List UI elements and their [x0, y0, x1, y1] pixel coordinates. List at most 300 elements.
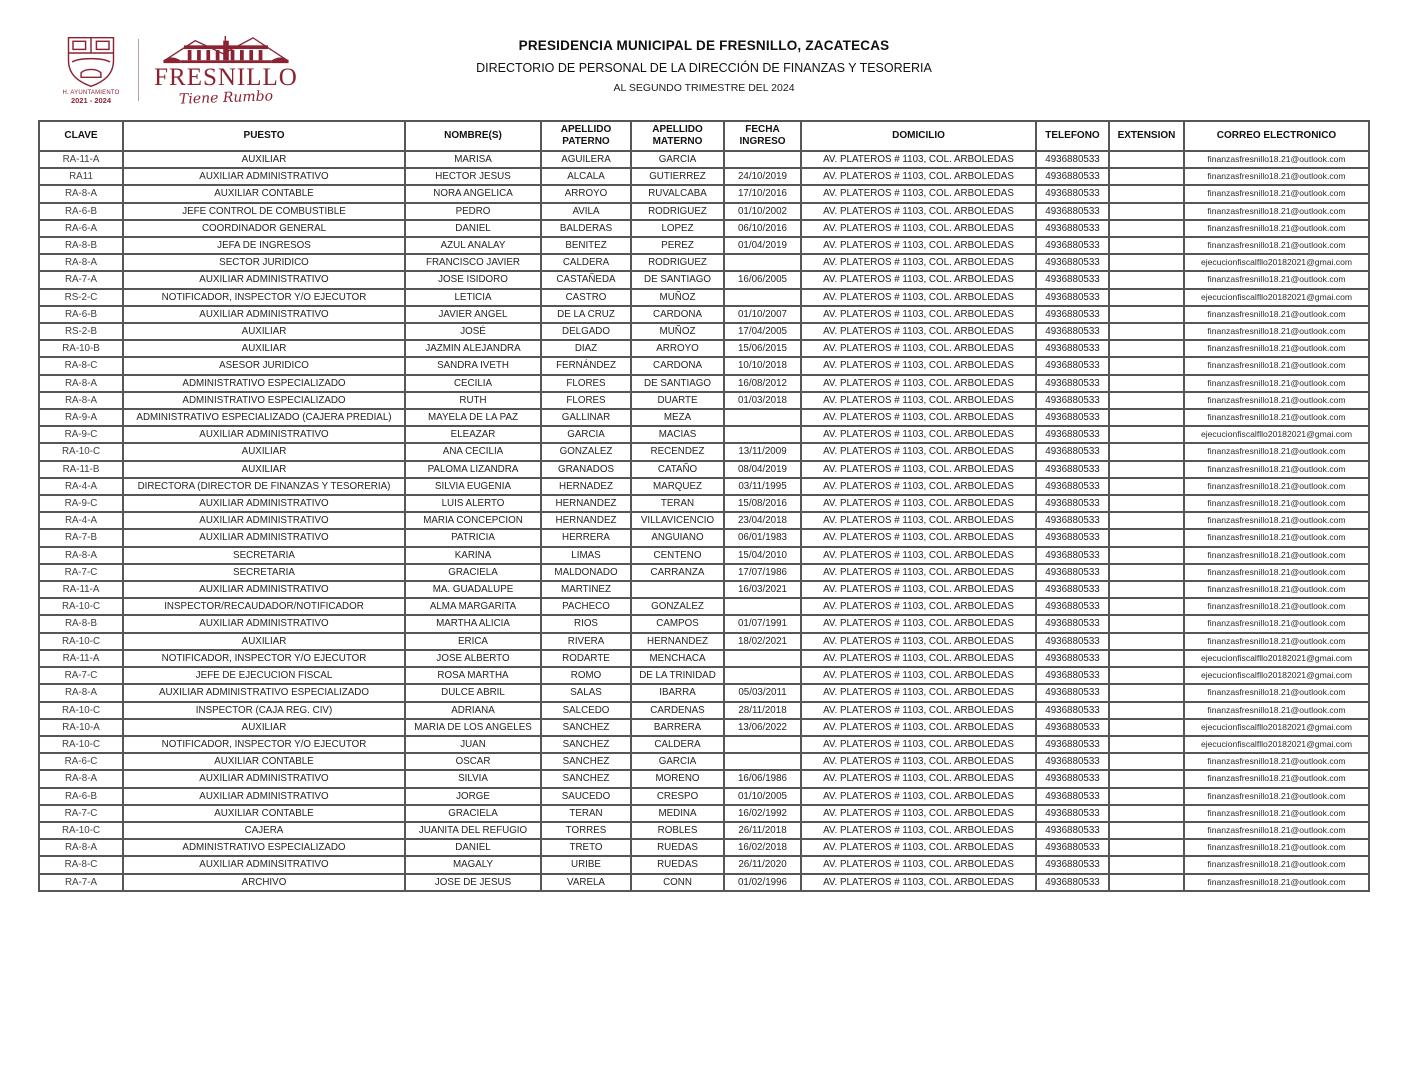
- cell-clave: RA-4-A: [39, 478, 123, 495]
- cell-apellido-paterno: GARCIA: [541, 426, 631, 443]
- cell-domicilio: AV. PLATEROS # 1103, COL. ARBOLEDAS: [801, 598, 1036, 615]
- cell-fecha-ingreso: [724, 254, 801, 271]
- cell-clave: RA-8-B: [39, 237, 123, 254]
- cell-telefono: 4936880533: [1036, 461, 1109, 478]
- table-row: [39, 633, 1369, 650]
- page-period: AL SEGUNDO TRIMESTRE DEL 2024: [613, 82, 795, 94]
- cell-extension: [1109, 357, 1184, 374]
- table-row: [39, 185, 1369, 202]
- cell-telefono: 4936880533: [1036, 237, 1109, 254]
- cell-apellido-materno: LOPEZ: [631, 220, 724, 237]
- cell-clave: RA-6-B: [39, 203, 123, 220]
- cell-clave: RA-7-A: [39, 874, 123, 891]
- cell-apellido-paterno: FLORES: [541, 375, 631, 392]
- cell-clave: RA-7-C: [39, 564, 123, 581]
- cell-domicilio: AV. PLATEROS # 1103, COL. ARBOLEDAS: [801, 426, 1036, 443]
- table-row: [39, 375, 1369, 392]
- cell-nombres: MA. GUADALUPE: [405, 581, 541, 598]
- header-row: [39, 121, 1369, 151]
- cell-extension: [1109, 220, 1184, 237]
- cell-telefono: 4936880533: [1036, 856, 1109, 873]
- cell-telefono: 4936880533: [1036, 443, 1109, 460]
- cell-domicilio: AV. PLATEROS # 1103, COL. ARBOLEDAS: [801, 185, 1036, 202]
- cell-clave: RA-9-A: [39, 409, 123, 426]
- cell-extension: [1109, 151, 1184, 168]
- cell-apellido-paterno: BALDERAS: [541, 220, 631, 237]
- cell-clave: RA-8-A: [39, 185, 123, 202]
- cell-telefono: 4936880533: [1036, 306, 1109, 323]
- cell-apellido-paterno: PACHECO: [541, 598, 631, 615]
- table-row: [39, 512, 1369, 529]
- cell-extension: [1109, 443, 1184, 460]
- column-header-nombres: NOMBRE(S): [405, 121, 541, 151]
- table-row: [39, 598, 1369, 615]
- cell-domicilio: AV. PLATEROS # 1103, COL. ARBOLEDAS: [801, 271, 1036, 288]
- cell-apellido-paterno: MALDONADO: [541, 564, 631, 581]
- cell-nombres: MAGALY: [405, 856, 541, 873]
- cell-apellido-paterno: DE LA CRUZ: [541, 306, 631, 323]
- cell-fecha-ingreso: 16/06/2005: [724, 271, 801, 288]
- cell-apellido-paterno: VARELA: [541, 874, 631, 891]
- cell-apellido-paterno: HERNANDEZ: [541, 512, 631, 529]
- cell-apellido-materno: RODRIGUEZ: [631, 254, 724, 271]
- cell-nombres: PEDRO: [405, 203, 541, 220]
- cell-puesto: SECRETARIA: [123, 547, 405, 564]
- cell-domicilio: AV. PLATEROS # 1103, COL. ARBOLEDAS: [801, 203, 1036, 220]
- cell-nombres: ERICA: [405, 633, 541, 650]
- cell-puesto: AUXILIAR ADMINISTRATIVO: [123, 426, 405, 443]
- column-header-fecha-ingreso: FECHA INGRESO: [724, 121, 801, 151]
- cell-extension: [1109, 203, 1184, 220]
- cell-apellido-materno: ROBLES: [631, 822, 724, 839]
- page-subtitle: DIRECTORIO DE PERSONAL DE LA DIRECCIÓN DE FINANZAS Y TESORERIA: [476, 61, 932, 75]
- cell-fecha-ingreso: 05/03/2011: [724, 684, 801, 701]
- cell-correo: finanzasfresnillo18.21@outlook.com: [1184, 702, 1369, 719]
- cell-correo: finanzasfresnillo18.21@outlook.com: [1184, 822, 1369, 839]
- cell-clave: RA-7-B: [39, 529, 123, 546]
- cell-domicilio: AV. PLATEROS # 1103, COL. ARBOLEDAS: [801, 478, 1036, 495]
- cell-nombres: DULCE ABRIL: [405, 684, 541, 701]
- table-row: [39, 203, 1369, 220]
- cell-apellido-materno: CENTENO: [631, 547, 724, 564]
- cell-puesto: AUXILIAR: [123, 340, 405, 357]
- cell-fecha-ingreso: 15/08/2016: [724, 495, 801, 512]
- table-row: [39, 615, 1369, 632]
- cell-apellido-materno: RUEDAS: [631, 839, 724, 856]
- cell-apellido-paterno: SAUCEDO: [541, 788, 631, 805]
- cell-apellido-materno: CATAÑO: [631, 461, 724, 478]
- cell-apellido-materno: ANGUIANO: [631, 529, 724, 546]
- cell-nombres: PALOMA LIZANDRA: [405, 461, 541, 478]
- cell-correo: finanzasfresnillo18.21@outlook.com: [1184, 151, 1369, 168]
- cell-fecha-ingreso: [724, 667, 801, 684]
- cell-clave: RA-10-C: [39, 598, 123, 615]
- cell-domicilio: AV. PLATEROS # 1103, COL. ARBOLEDAS: [801, 736, 1036, 753]
- cell-apellido-materno: GARCIA: [631, 753, 724, 770]
- cell-domicilio: AV. PLATEROS # 1103, COL. ARBOLEDAS: [801, 770, 1036, 787]
- cell-apellido-materno: DE SANTIAGO: [631, 375, 724, 392]
- cell-correo: ejecucionfiscalfllo20182021@gmai.com: [1184, 426, 1369, 443]
- cell-apellido-materno: CALDERA: [631, 736, 724, 753]
- cell-fecha-ingreso: 17/04/2005: [724, 323, 801, 340]
- cell-puesto: AUXILIAR: [123, 633, 405, 650]
- column-header-domicilio: DOMICILIO: [801, 121, 1036, 151]
- cell-correo: finanzasfresnillo18.21@outlook.com: [1184, 581, 1369, 598]
- cell-telefono: 4936880533: [1036, 788, 1109, 805]
- column-header-extension: EXTENSION: [1109, 121, 1184, 151]
- cell-puesto: JEFA DE INGRESOS: [123, 237, 405, 254]
- cell-nombres: JOSE ALBERTO: [405, 650, 541, 667]
- cell-apellido-paterno: RODARTE: [541, 650, 631, 667]
- cell-nombres: OSCAR: [405, 753, 541, 770]
- cell-domicilio: AV. PLATEROS # 1103, COL. ARBOLEDAS: [801, 409, 1036, 426]
- table-row: [39, 168, 1369, 185]
- cell-domicilio: AV. PLATEROS # 1103, COL. ARBOLEDAS: [801, 839, 1036, 856]
- cell-telefono: 4936880533: [1036, 203, 1109, 220]
- cell-apellido-paterno: RIVERA: [541, 633, 631, 650]
- cell-domicilio: AV. PLATEROS # 1103, COL. ARBOLEDAS: [801, 392, 1036, 409]
- cell-correo: ejecucionfiscalfllo20182021@gmai.com: [1184, 650, 1369, 667]
- cell-puesto: COORDINADOR GENERAL: [123, 220, 405, 237]
- table-row: [39, 478, 1369, 495]
- cell-apellido-materno: MUÑOZ: [631, 323, 724, 340]
- cell-clave: RA11: [39, 168, 123, 185]
- cell-puesto: AUXILIAR ADMINISTRATIVO: [123, 271, 405, 288]
- cell-extension: [1109, 254, 1184, 271]
- cell-apellido-paterno: TRETO: [541, 839, 631, 856]
- table-row: [39, 271, 1369, 288]
- cell-fecha-ingreso: 15/06/2015: [724, 340, 801, 357]
- cell-extension: [1109, 392, 1184, 409]
- table-row: [39, 443, 1369, 460]
- cell-fecha-ingreso: 03/11/1995: [724, 478, 801, 495]
- cell-correo: finanzasfresnillo18.21@outlook.com: [1184, 805, 1369, 822]
- cell-domicilio: AV. PLATEROS # 1103, COL. ARBOLEDAS: [801, 375, 1036, 392]
- cell-clave: RA-8-C: [39, 856, 123, 873]
- cell-clave: RA-7-C: [39, 805, 123, 822]
- cell-clave: RA-10-C: [39, 633, 123, 650]
- cell-domicilio: AV. PLATEROS # 1103, COL. ARBOLEDAS: [801, 357, 1036, 374]
- table-row: [39, 529, 1369, 546]
- cell-correo: finanzasfresnillo18.21@outlook.com: [1184, 856, 1369, 873]
- cell-extension: [1109, 874, 1184, 891]
- cell-domicilio: AV. PLATEROS # 1103, COL. ARBOLEDAS: [801, 650, 1036, 667]
- brand-tagline: Tiene Rumbo: [178, 88, 274, 108]
- cell-puesto: AUXILIAR ADMINISTRATIVO: [123, 495, 405, 512]
- cell-domicilio: AV. PLATEROS # 1103, COL. ARBOLEDAS: [801, 495, 1036, 512]
- column-header-apellido-materno: APELLIDO MATERNO: [631, 121, 724, 151]
- cell-puesto: AUXILIAR ADMINISTRATIVO: [123, 306, 405, 323]
- cell-domicilio: AV. PLATEROS # 1103, COL. ARBOLEDAS: [801, 805, 1036, 822]
- cell-correo: finanzasfresnillo18.21@outlook.com: [1184, 220, 1369, 237]
- table-row: [39, 753, 1369, 770]
- table-row: [39, 220, 1369, 237]
- cell-extension: [1109, 805, 1184, 822]
- cell-nombres: SILVIA EUGENIA: [405, 478, 541, 495]
- cell-apellido-paterno: SANCHEZ: [541, 719, 631, 736]
- cell-correo: finanzasfresnillo18.21@outlook.com: [1184, 684, 1369, 701]
- cell-puesto: AUXILIAR: [123, 443, 405, 460]
- cell-apellido-materno: CARRANZA: [631, 564, 724, 581]
- cell-nombres: JUAN: [405, 736, 541, 753]
- cell-nombres: JAVIER ANGEL: [405, 306, 541, 323]
- page-title: PRESIDENCIA MUNICIPAL DE FRESNILLO, ZACATECAS: [518, 38, 890, 53]
- cell-domicilio: AV. PLATEROS # 1103, COL. ARBOLEDAS: [801, 237, 1036, 254]
- table-row: [39, 461, 1369, 478]
- cell-correo: ejecucionfiscalfllo20182021@gmai.com: [1184, 719, 1369, 736]
- cell-apellido-paterno: CALDERA: [541, 254, 631, 271]
- table-row: [39, 564, 1369, 581]
- cell-apellido-materno: MUÑOZ: [631, 289, 724, 306]
- cell-fecha-ingreso: 17/10/2016: [724, 185, 801, 202]
- cell-apellido-materno: CARDENAS: [631, 702, 724, 719]
- cell-correo: finanzasfresnillo18.21@outlook.com: [1184, 203, 1369, 220]
- cell-correo: finanzasfresnillo18.21@outlook.com: [1184, 237, 1369, 254]
- cell-extension: [1109, 581, 1184, 598]
- cell-puesto: AUXILIAR ADMINISTRATIVO: [123, 770, 405, 787]
- cell-apellido-materno: CRESPO: [631, 788, 724, 805]
- cell-fecha-ingreso: [724, 151, 801, 168]
- table-row: [39, 357, 1369, 374]
- cell-telefono: 4936880533: [1036, 874, 1109, 891]
- cell-telefono: 4936880533: [1036, 581, 1109, 598]
- cell-telefono: 4936880533: [1036, 753, 1109, 770]
- cell-nombres: JOSE DE JESUS: [405, 874, 541, 891]
- cell-nombres: MARTHA ALICIA: [405, 615, 541, 632]
- cell-fecha-ingreso: 06/01/1983: [724, 529, 801, 546]
- cell-clave: RA-10-C: [39, 822, 123, 839]
- cell-extension: [1109, 702, 1184, 719]
- cell-fecha-ingreso: 01/10/2007: [724, 306, 801, 323]
- cell-puesto: AUXILIAR CONTABLE: [123, 753, 405, 770]
- cell-puesto: ASESOR JURIDICO: [123, 357, 405, 374]
- table-row: [39, 323, 1369, 340]
- cell-extension: [1109, 237, 1184, 254]
- cell-apellido-materno: TERAN: [631, 495, 724, 512]
- cell-correo: finanzasfresnillo18.21@outlook.com: [1184, 529, 1369, 546]
- cell-puesto: AUXILIAR: [123, 323, 405, 340]
- cell-correo: finanzasfresnillo18.21@outlook.com: [1184, 547, 1369, 564]
- cell-nombres: ANA CECILIA: [405, 443, 541, 460]
- table-row: [39, 874, 1369, 891]
- cell-clave: RA-8-B: [39, 615, 123, 632]
- cell-clave: RA-4-A: [39, 512, 123, 529]
- table-row: [39, 719, 1369, 736]
- cell-correo: finanzasfresnillo18.21@outlook.com: [1184, 478, 1369, 495]
- cell-extension: [1109, 564, 1184, 581]
- cell-nombres: JORGE: [405, 788, 541, 805]
- cell-correo: finanzasfresnillo18.21@outlook.com: [1184, 615, 1369, 632]
- cell-apellido-materno: CONN: [631, 874, 724, 891]
- cell-puesto: ADMINISTRATIVO ESPECIALIZADO (CAJERA PREDIAL): [123, 409, 405, 426]
- table-row: [39, 547, 1369, 564]
- cell-fecha-ingreso: 10/10/2018: [724, 357, 801, 374]
- cell-apellido-paterno: GALLINAR: [541, 409, 631, 426]
- cell-clave: RA-10-B: [39, 340, 123, 357]
- cell-apellido-materno: MARQUEZ: [631, 478, 724, 495]
- table-row: [39, 805, 1369, 822]
- cell-apellido-materno: DE SANTIAGO: [631, 271, 724, 288]
- cell-fecha-ingreso: 23/04/2018: [724, 512, 801, 529]
- cell-extension: [1109, 615, 1184, 632]
- document-header: [0, 38, 1408, 94]
- cell-telefono: 4936880533: [1036, 478, 1109, 495]
- cell-domicilio: AV. PLATEROS # 1103, COL. ARBOLEDAS: [801, 220, 1036, 237]
- cell-extension: [1109, 633, 1184, 650]
- cell-telefono: 4936880533: [1036, 564, 1109, 581]
- cell-nombres: ALMA MARGARITA: [405, 598, 541, 615]
- cell-apellido-paterno: TERAN: [541, 805, 631, 822]
- cell-telefono: 4936880533: [1036, 409, 1109, 426]
- cell-telefono: 4936880533: [1036, 340, 1109, 357]
- cell-fecha-ingreso: 16/02/1992: [724, 805, 801, 822]
- cell-extension: [1109, 306, 1184, 323]
- table-row: [39, 650, 1369, 667]
- cell-correo: ejecucionfiscalfllo20182021@gmai.com: [1184, 736, 1369, 753]
- cell-telefono: 4936880533: [1036, 547, 1109, 564]
- cell-fecha-ingreso: [724, 753, 801, 770]
- cell-puesto: AUXILIAR CONTABLE: [123, 185, 405, 202]
- table-row: [39, 237, 1369, 254]
- cell-domicilio: AV. PLATEROS # 1103, COL. ARBOLEDAS: [801, 461, 1036, 478]
- table-row: [39, 340, 1369, 357]
- cell-domicilio: AV. PLATEROS # 1103, COL. ARBOLEDAS: [801, 564, 1036, 581]
- cell-correo: finanzasfresnillo18.21@outlook.com: [1184, 512, 1369, 529]
- cell-fecha-ingreso: [724, 736, 801, 753]
- cell-clave: RA-11-B: [39, 461, 123, 478]
- cell-telefono: 4936880533: [1036, 271, 1109, 288]
- cell-apellido-materno: PEREZ: [631, 237, 724, 254]
- cell-extension: [1109, 788, 1184, 805]
- cell-clave: RA-8-A: [39, 254, 123, 271]
- cell-telefono: 4936880533: [1036, 598, 1109, 615]
- cell-apellido-paterno: DELGADO: [541, 323, 631, 340]
- cell-puesto: ARCHIVO: [123, 874, 405, 891]
- cell-domicilio: AV. PLATEROS # 1103, COL. ARBOLEDAS: [801, 306, 1036, 323]
- cell-nombres: HECTOR JESUS: [405, 168, 541, 185]
- cell-puesto: AUXILIAR: [123, 719, 405, 736]
- table-row: [39, 426, 1369, 443]
- cell-domicilio: AV. PLATEROS # 1103, COL. ARBOLEDAS: [801, 168, 1036, 185]
- cell-apellido-paterno: SALAS: [541, 684, 631, 701]
- cell-apellido-paterno: RIOS: [541, 615, 631, 632]
- cell-clave: RA-6-A: [39, 220, 123, 237]
- cell-extension: [1109, 736, 1184, 753]
- cell-telefono: 4936880533: [1036, 805, 1109, 822]
- cell-apellido-paterno: SALCEDO: [541, 702, 631, 719]
- cell-puesto: AUXILIAR ADMINISTRATIVO: [123, 512, 405, 529]
- cell-nombres: SANDRA IVETH: [405, 357, 541, 374]
- cell-apellido-paterno: AVILA: [541, 203, 631, 220]
- cell-telefono: 4936880533: [1036, 426, 1109, 443]
- cell-clave: RA-8-A: [39, 839, 123, 856]
- cell-extension: [1109, 340, 1184, 357]
- table-row: [39, 702, 1369, 719]
- table-body: [39, 151, 1369, 891]
- cell-clave: RA-10-A: [39, 719, 123, 736]
- cell-correo: finanzasfresnillo18.21@outlook.com: [1184, 168, 1369, 185]
- table-row: [39, 770, 1369, 787]
- cell-puesto: AUXILIAR ADMINISTRATIVO: [123, 788, 405, 805]
- cell-clave: RA-6-B: [39, 788, 123, 805]
- cell-nombres: ELEAZAR: [405, 426, 541, 443]
- cell-telefono: 4936880533: [1036, 375, 1109, 392]
- cell-fecha-ingreso: 26/11/2018: [724, 822, 801, 839]
- cell-correo: finanzasfresnillo18.21@outlook.com: [1184, 495, 1369, 512]
- cell-extension: [1109, 667, 1184, 684]
- cell-fecha-ingreso: 01/02/1996: [724, 874, 801, 891]
- cell-apellido-materno: CARDONA: [631, 357, 724, 374]
- cell-fecha-ingreso: 06/10/2016: [724, 220, 801, 237]
- table-row: [39, 856, 1369, 873]
- cell-apellido-materno: ARROYO: [631, 340, 724, 357]
- cell-clave: RA-9-C: [39, 426, 123, 443]
- cell-clave: RA-8-A: [39, 392, 123, 409]
- cell-apellido-paterno: SANCHEZ: [541, 753, 631, 770]
- cell-nombres: RUTH: [405, 392, 541, 409]
- cell-puesto: AUXILIAR ADMINSITRATIVO: [123, 856, 405, 873]
- cell-domicilio: AV. PLATEROS # 1103, COL. ARBOLEDAS: [801, 753, 1036, 770]
- table-row: [39, 254, 1369, 271]
- cell-apellido-paterno: ARROYO: [541, 185, 631, 202]
- cell-apellido-materno: MENCHACA: [631, 650, 724, 667]
- cell-puesto: AUXILIAR ADMINISTRATIVO: [123, 529, 405, 546]
- cell-extension: [1109, 168, 1184, 185]
- cell-clave: RA-11-A: [39, 581, 123, 598]
- cell-telefono: 4936880533: [1036, 289, 1109, 306]
- cell-correo: finanzasfresnillo18.21@outlook.com: [1184, 633, 1369, 650]
- cell-fecha-ingreso: 01/07/1991: [724, 615, 801, 632]
- cell-nombres: KARINA: [405, 547, 541, 564]
- cell-domicilio: AV. PLATEROS # 1103, COL. ARBOLEDAS: [801, 615, 1036, 632]
- cell-fecha-ingreso: 08/04/2019: [724, 461, 801, 478]
- cell-apellido-materno: VILLAVICENCIO: [631, 512, 724, 529]
- cell-domicilio: AV. PLATEROS # 1103, COL. ARBOLEDAS: [801, 340, 1036, 357]
- cell-apellido-paterno: CASTRO: [541, 289, 631, 306]
- cell-fecha-ingreso: [724, 650, 801, 667]
- cell-domicilio: AV. PLATEROS # 1103, COL. ARBOLEDAS: [801, 856, 1036, 873]
- cell-apellido-paterno: GONZALEZ: [541, 443, 631, 460]
- column-header-apellido-paterno: APELLIDO PATERNO: [541, 121, 631, 151]
- cell-correo: finanzasfresnillo18.21@outlook.com: [1184, 306, 1369, 323]
- cell-extension: [1109, 495, 1184, 512]
- table-row: [39, 581, 1369, 598]
- cell-extension: [1109, 770, 1184, 787]
- cell-apellido-paterno: MARTINEZ: [541, 581, 631, 598]
- cell-extension: [1109, 426, 1184, 443]
- cell-correo: finanzasfresnillo18.21@outlook.com: [1184, 409, 1369, 426]
- cell-extension: [1109, 512, 1184, 529]
- cell-correo: finanzasfresnillo18.21@outlook.com: [1184, 753, 1369, 770]
- brand-name: FRESNILLO: [154, 64, 298, 92]
- cell-domicilio: AV. PLATEROS # 1103, COL. ARBOLEDAS: [801, 547, 1036, 564]
- cell-domicilio: AV. PLATEROS # 1103, COL. ARBOLEDAS: [801, 289, 1036, 306]
- cell-telefono: 4936880533: [1036, 357, 1109, 374]
- cell-apellido-materno: IBARRA: [631, 684, 724, 701]
- cell-nombres: MAYELA DE LA PAZ: [405, 409, 541, 426]
- cell-correo: finanzasfresnillo18.21@outlook.com: [1184, 461, 1369, 478]
- cell-telefono: 4936880533: [1036, 839, 1109, 856]
- cell-correo: finanzasfresnillo18.21@outlook.com: [1184, 392, 1369, 409]
- cell-nombres: GRACIELA: [405, 564, 541, 581]
- cell-apellido-paterno: FERNÁNDEZ: [541, 357, 631, 374]
- cell-puesto: AUXILIAR ADMINISTRATIVO: [123, 615, 405, 632]
- cell-puesto: AUXILIAR: [123, 151, 405, 168]
- cell-fecha-ingreso: 13/11/2009: [724, 443, 801, 460]
- cell-extension: [1109, 409, 1184, 426]
- table-row: [39, 839, 1369, 856]
- cell-nombres: MARISA: [405, 151, 541, 168]
